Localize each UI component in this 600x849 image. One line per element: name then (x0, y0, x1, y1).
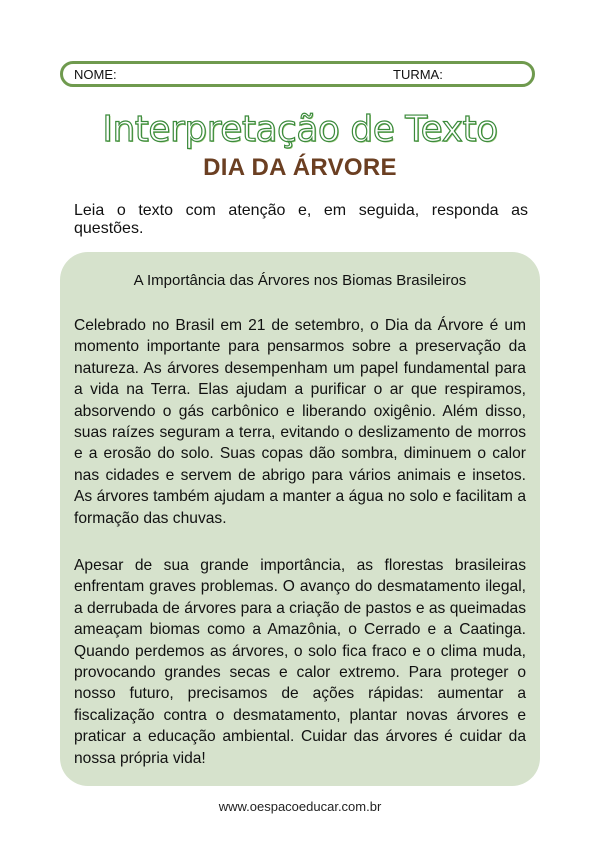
reading-paragraph-1: Celebrado no Brasil em 21 de setembro, o Dia da Árvore é um momento importante para pensarmos sobre a preservação da natureza. As árvores desempenham um papel fundamental para a vida na Terra. Elas ajudam a purificar o ar que respiramos, absorvendo o gás carbônico e liberando oxigênio. Além disso, suas raízes seguram a terra, evitando o deslizamento de morros e a erosão do solo. Suas copas dão sombra, diminuem o calor nas cidades e servem de abrigo para vários animais e insetos. As árvores também ajudam a manter a água no solo e facilitam a formação das chuvas. (74, 317, 526, 527)
page-title: Interpretação de Texto (102, 109, 498, 150)
page-subtitle: DIA DA ÁRVORE (203, 154, 397, 181)
student-info-box (60, 61, 535, 87)
footer-website: www.oespacoeducar.com.br (218, 799, 382, 814)
name-label: NOME: (74, 67, 117, 82)
class-label: TURMA: (393, 67, 443, 82)
reading-title: A Importância das Árvores nos Biomas Brasileiros (133, 272, 467, 289)
reading-paragraph-2: Apesar de sua grande importância, as florestas brasileiras enfrentam graves problemas. O avanço do desmatamento ilegal, a derrubada de árvores para a criação de pastos e as queimadas ameaçam biomas como a Amazônia, o Cerrado e a Caatinga. Quando perdemos as árvores, o solo fica fraco e o clima muda, provocando grandes secas e calor extremo. Para proteger o nosso futuro, precisamos de ações rápidas: aumentar a fiscalização contra o desmatamento, plantar novas árvores e praticar a educação ambiental. Cuidar das árvores é cuidar da nossa própria vida! (74, 557, 526, 767)
reading-text-box (60, 252, 540, 786)
instruction-text: Leia o texto com atenção e, em seguida, responda as questões. (74, 202, 528, 237)
